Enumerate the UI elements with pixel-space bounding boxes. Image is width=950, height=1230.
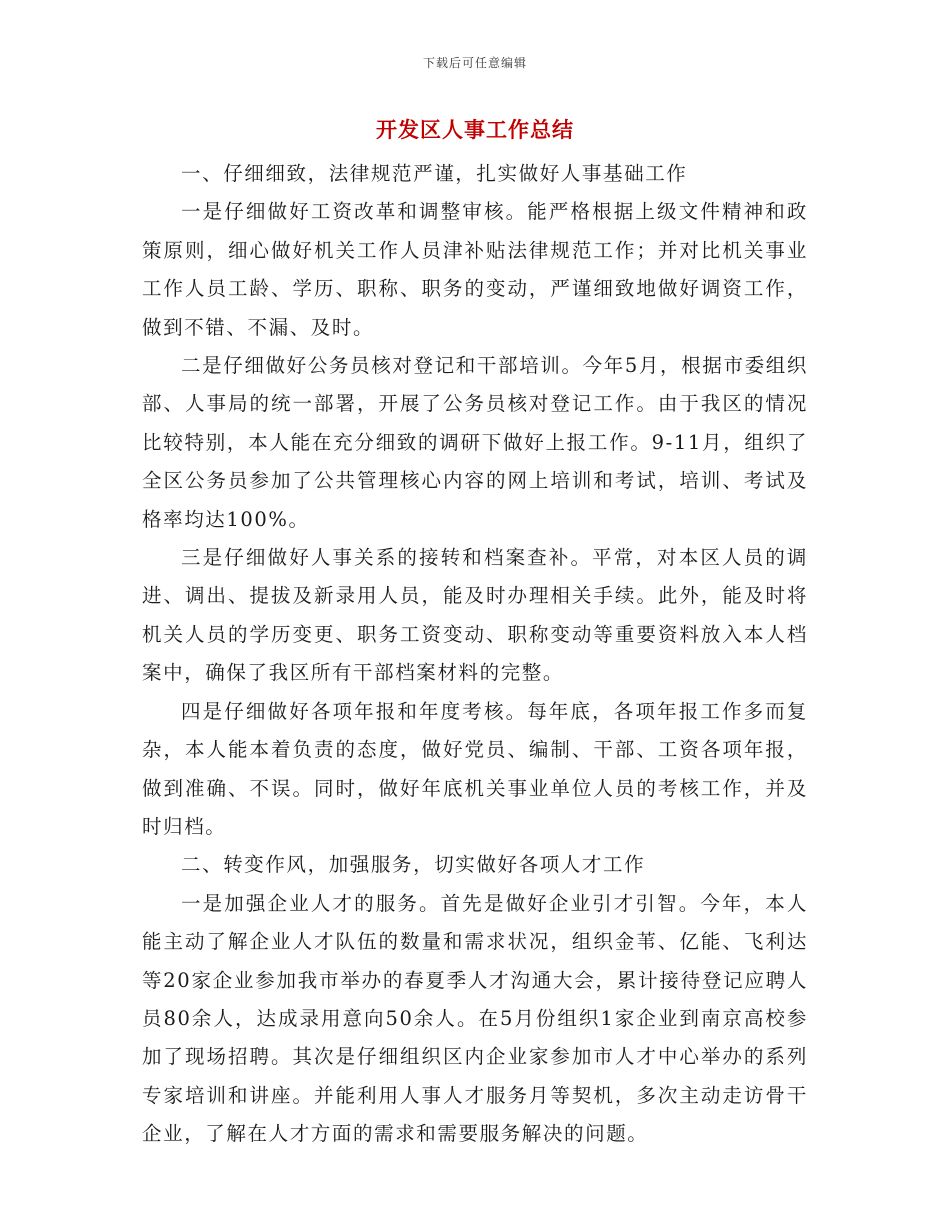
section-heading-1: 一、仔细细致，法律规范严谨，扎实做好人事基础工作 [181, 162, 688, 185]
paragraph: 一是仔细做好工资改革和调整审核。能严格根据上级文件精神和政策原则，细心做好机关工作人员津补贴法律规范工作；并对比机关事业工作人员工龄、学历、职称、职务的变动，严谨细致地做好调资工作，做到不错、不漏、及时。 [142, 200, 808, 339]
document-body [142, 155, 808, 1154]
page-title: 开发区人事工作总结 [376, 117, 574, 142]
header-note: 下载后可任意编辑 [422, 56, 527, 70]
paragraph: 三是仔细做好人事关系的接转和档案查补。平常，对本区人员的调进、调出、提拔及新录用人员，能及时办理相关手续。此外，能及时将机关人员的学历变更、职务工资变动、职称变动等重要资料放入本人档案中，确保了我区所有干部档案材料的完整。 [142, 546, 808, 685]
section-heading-2: 二、转变作风，加强服务，切实做好各项人才工作 [181, 853, 646, 877]
paragraph: 四是仔细做好各项年报和年度考核。每年底，各项年报工作多而复杂，本人能本着负责的态度，做好党员、编制、干部、工资各项年报，做到准确、不误。同时，做好年底机关事业单位人员的考核工作，并及时归档。 [142, 699, 808, 838]
paragraph: 一是加强企业人才的服务。首先是做好企业引才引智。今年，本人能主动了解企业人才队伍的数量和需求状况，组织金苇、亿能、飞利达等20家企业参加我市举办的春夏季人才沟通大会，累计接待登记应聘人员80余人，达成录用意向50余人。在5月份组织1家企业到南京高校参加了现场招聘。其次是仔细组织区内企业家参加市人才中心举办的系列专家培训和讲座。并能利用人事人才服务月等契机，多次主动走访骨干企业，了解在人才方面的需求和需要服务解决的问题。 [142, 891, 808, 1146]
paragraph: 二是仔细做好公务员核对登记和干部培训。今年5月，根据市委组织部、人事局的统一部署，开展了公务员核对登记工作。由于我区的情况比较特别，本人能在充分细致的调研下做好上报工作。9-11月，组织了全区公务员参加了公共管理核心内容的网上培训和考试，培训、考试及格率均达100%。 [142, 354, 808, 531]
